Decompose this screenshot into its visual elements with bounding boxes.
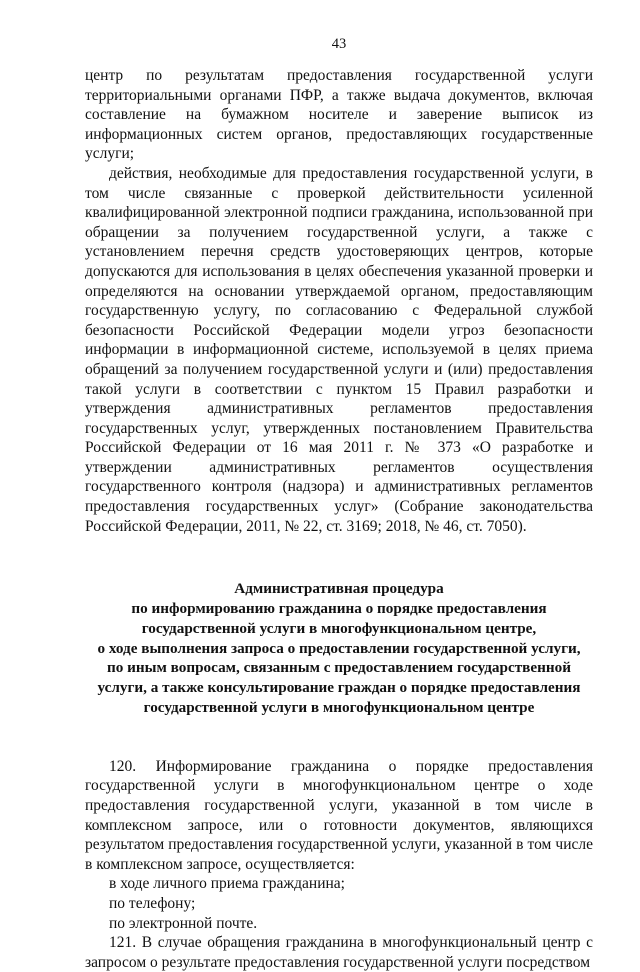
heading-line: о ходе выполнения запроса о предоставлении государственной услуги, — [97, 639, 581, 657]
list-item: в ходе личного приема гражданина; — [109, 875, 345, 893]
spacer — [85, 718, 593, 757]
heading-line: услуги, а также консультирование граждан о порядке предоставления — [97, 679, 581, 697]
heading-line: Административная процедура — [234, 580, 444, 598]
heading-line: государственной услуги в многофункциональном центре, — [141, 619, 537, 637]
paragraph-actions: действия, необходимые для предоставления государственной услуги, в том числе связанные с проверкой действительности усиленной квалифицированной электронной подписи гражданина, использованной при обращении за получением государственной услуги, а также с установлением перечня средств удостоверяющих центров, которые допускаются для использования в целях обеспечения указанной проверки и определяются на основании утверждаемой органом, предоставляющим государственную услугу, по согласованию с Федеральной службой безопасности Российской Федерации модели угроз безопасности информации в информационной системе, используемой в целях приема обращений за получением государственной услуги и (или) предоставления такой услуги в соответствии с пунктом 15 Правил разработки и утверждения административных регламентов предоставления государственных услуг, утвержденных постановлением Правительства Российской Федерации от 16 мая 2011 г. № 373 «О разработке и утверждении административных регламентов осуществления государственного контроля (надзора) и административных регламентов предоставления государственных услуг» (Собрание законодательства Российской Федерации, 2011, № 22, ст. 3169; 2018, № 46, ст. 7050). — [85, 164, 593, 535]
heading-line: по иным вопросам, связанным с предоставлением государственной — [107, 659, 571, 677]
paragraph-120: 120. Информирование гражданина о порядке предоставления государственной услуги в многофункциональном центре о ходе предоставления государственной услуги, указанной в том числе в комплексном запросе, или о готовности документов, являющихся результатом предоставления государственной услуги, указанной в том числе в комплексном запросе, осуществляется: — [85, 757, 593, 873]
section-heading — [85, 579, 593, 718]
paragraph-continuation: центр по результатам предоставления государственной услуги территориальными органами ПФР, а также выдача документов, включая составление на бумажном носителе и заверение выписок из информационных систем органов, предоставляющих государственные услуги; — [85, 67, 593, 163]
page-number: 43 — [331, 36, 347, 52]
list-item: по телефону; — [109, 894, 196, 912]
heading-line: государственной услуги в многофункциональном центре — [143, 699, 535, 717]
heading-line: по информированию гражданина о порядке предоставления — [131, 600, 547, 618]
paragraph-121: 121. В случае обращения гражданина в многофункциональный центр с запросом о результате предоставления государственной услуги посредством — [85, 934, 593, 971]
list-item: по электронной почте. — [109, 914, 258, 932]
